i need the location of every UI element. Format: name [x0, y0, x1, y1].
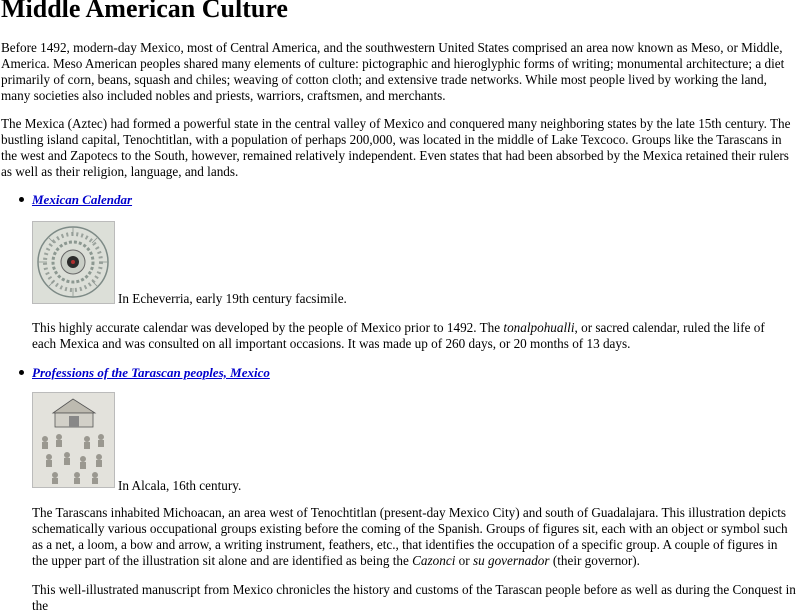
tarascan-professions-link[interactable]: Professions of the Tarascan peoples, Mexico: [32, 365, 270, 380]
calendar-image-icon: [33, 222, 114, 303]
intro-paragraph-2: The Mexica (Aztec) had formed a powerful state in the central valley of Mexico and conquered many neighboring states by the late 15th century. The bustling island capital, Tenochtitlan, with a population of perhaps 200,000, was located in the middle of Lake Texcoco. Groups like the Tarascans in the west and Zapotecs to the South, however, remained relatively independent. Even states that had been absorbed by the Mexica retained their rulers as well as their religion, language, and lands.: [1, 116, 791, 179]
mexican-calendar-caption: In Echeverria, early 19th century facsimile.: [118, 291, 347, 306]
page-title: Middle American Culture: [1, 0, 288, 23]
mexican-calendar-thumbnail[interactable]: [32, 221, 115, 304]
bullet-icon: [19, 370, 24, 375]
tarascan-professions-thumbnail[interactable]: [32, 392, 115, 488]
mexican-calendar-description: This highly accurate calendar was developed by the people of Mexico prior to 1492. The tonalpohualli, or sacred calendar, ruled the life of each Mexica and was consulted on all important occasions. It was made up of 260 days, or 20 months of 13 days.: [32, 320, 765, 351]
tarascan-professions-description: The Tarascans inhabited Michoacan, an area west of Tenochtitlan (present-day Mexico City) and south of Guadalajara. This illustration depicts schematically various occupational groups existing before the coming of the Spanish. Groups of figures sit, each with an object or symbol such as a net, a loom, a bow and arrow, a writing instrument, feathers, etc., that identifies the occupation of a specific group. A couple of figures in the upper part of the illustration sit alone and are identified as being the Cazonci or su governador (their governor).: [32, 505, 788, 568]
bullet-icon: [19, 197, 24, 202]
manuscript-image-icon: [33, 393, 114, 487]
intro-paragraph-1: Before 1492, modern-day Mexico, most of Central America, and the southwestern United States comprised an area now known as Meso, or Middle, America. Meso American peoples shared many elements of culture: pictographic and hieroglyphic forms of writing; monumental architecture; a diet primarily of corn, beans, squash and chiles; weaving of cotton cloth; and extensive trade networks. While most people lived by working the land, many societies also included nobles and priests, warriors, craftsmen, and merchants.: [1, 40, 785, 103]
mexican-calendar-link[interactable]: Mexican Calendar: [32, 192, 133, 207]
tarascan-professions-caption: In Alcala, 16th century.: [118, 478, 242, 493]
tarascan-manuscript-description: This well-illustrated manuscript from Mexico chronicles the history and customs of the Tarascan people before as well as during the Conquest in the: [32, 582, 796, 613]
